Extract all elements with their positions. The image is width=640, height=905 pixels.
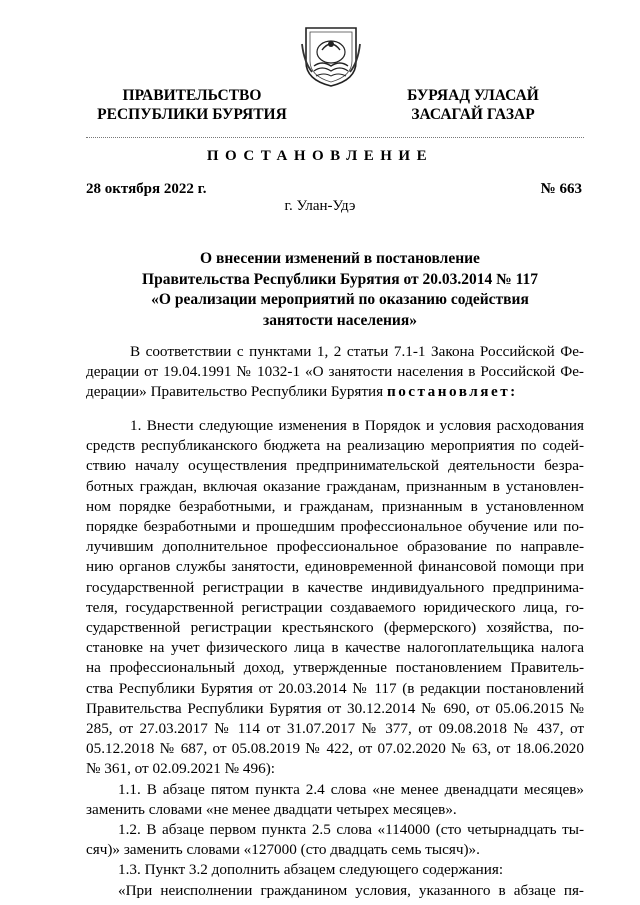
body-line: 1. Внести следующие изменения в Порядок и условия расходования [130, 417, 584, 434]
preamble-paragraph [86, 342, 584, 403]
body-line: 1.2. В абзаце первом пункта 2.5 слова «114000 (сто четырнадцать ты- [118, 821, 584, 839]
body-line: государственной регистрации в качестве индивидуального предпринима- [86, 578, 584, 596]
body-line: 05.12.2018 № 687, от 05.08.2019 № 422, от 07.02.2020 № 63, от 18.06.2020 [86, 740, 584, 758]
body-line: 285, от 27.03.2017 № 114 от 31.07.2017 № 377, от 09.08.2018 № 437, от [86, 720, 584, 738]
document-type: ПОСТАНОВЛЕНИЕ [206, 148, 434, 164]
body-line: № 361, от 02.09.2021 № 496): [86, 760, 275, 778]
document-date: 28 октября 2022 г. [86, 181, 207, 197]
body-line: ботных граждан, включая оказание гражданам, признанным в установлен- [86, 477, 584, 495]
preamble-text: дерации» Правительство Республики Бурятия [86, 383, 387, 401]
title-line: «О реализации мероприятий по оказанию содействия [151, 291, 529, 308]
body-line: заменить словами «не менее двадцати четырех месяцев». [86, 800, 457, 818]
org-name-russian [88, 86, 296, 124]
title-line: О внесении изменений в постановление [200, 250, 480, 267]
body-line: ства Республики Бурятия от 20.03.2014 № 117 (в редакции постановлений [86, 679, 584, 697]
org-right-line1: БУРЯАД УЛАСАЙ [407, 87, 539, 104]
body-line: ствию началу осуществления предпринимательской деятельности безра- [86, 457, 584, 475]
document-title [100, 249, 580, 331]
title-line: занятости населения» [263, 311, 417, 329]
body-line: на профессиональный доход, утвержденные постановлением Правитель- [86, 659, 584, 677]
body-line: В соответствии с пунктами 1, 2 статьи 7.1-1 Закона Российской Фе- [130, 343, 584, 360]
body-line: средств республиканского бюджета на реализацию мероприятия по содей- [86, 437, 584, 455]
header-divider [86, 137, 584, 138]
body-line: «При неисполнении гражданином условия, указанного в абзаце пя- [118, 881, 584, 899]
body-line: Правительства Республики Бурятия от 30.12.2014 № 690, от 05.06.2015 № [86, 699, 584, 717]
body-line: сяч)» заменить словами «127000 (сто двадцать семь тысяч)». [86, 841, 480, 859]
body-line [86, 382, 584, 402]
paragraph-1 [86, 416, 584, 901]
org-left-line1: ПРАВИТЕЛЬСТВО [122, 87, 262, 104]
body-line: дерации от 19.04.1991 № 1032-1 «О занятости населения в Российской Фе- [86, 363, 584, 381]
org-name-buryat [398, 86, 548, 124]
body-line: сударственной регистрации крестьянского (фермерского) хозяйства, по- [86, 619, 584, 637]
body-line: теля, государственной регистрации создаваемого юридического лица, го- [86, 598, 584, 616]
org-left-line2: РЕСПУБЛИКИ БУРЯТИЯ [97, 106, 287, 123]
body-line: порядке безработными и прошедшим профессиональное обучение или по- [86, 518, 584, 536]
body-line: 1.3. Пункт 3.2 дополнить абзацем следующего содержания: [118, 861, 504, 879]
postanovlyaet-emphasis: постановляет: [386, 383, 518, 401]
body-line: ном порядке безработными, и гражданам, признанным в установленном [86, 497, 584, 515]
document-number: № 663 [540, 181, 582, 197]
body-line: лучившим дополнительное профессиональное образование по направле- [86, 538, 584, 556]
body-line: нию органов службы занятости, единовременной финансовой помощи при [86, 558, 584, 576]
title-line: Правительства Республики Бурятия от 20.03.2014 № 117 [142, 270, 538, 288]
org-right-line2: ЗАСАГАЙ ГАЗАР [411, 106, 535, 123]
body-line: 1.1. В абзаце пятом пункта 2.4 слова «не менее двенадцати месяцев» [118, 780, 584, 798]
coat-of-arms-emblem [296, 22, 366, 88]
body-line: становке на учет физического лица в качестве налогоплательщика налога [86, 639, 584, 657]
document-city: г. Улан-Удэ [284, 198, 356, 214]
